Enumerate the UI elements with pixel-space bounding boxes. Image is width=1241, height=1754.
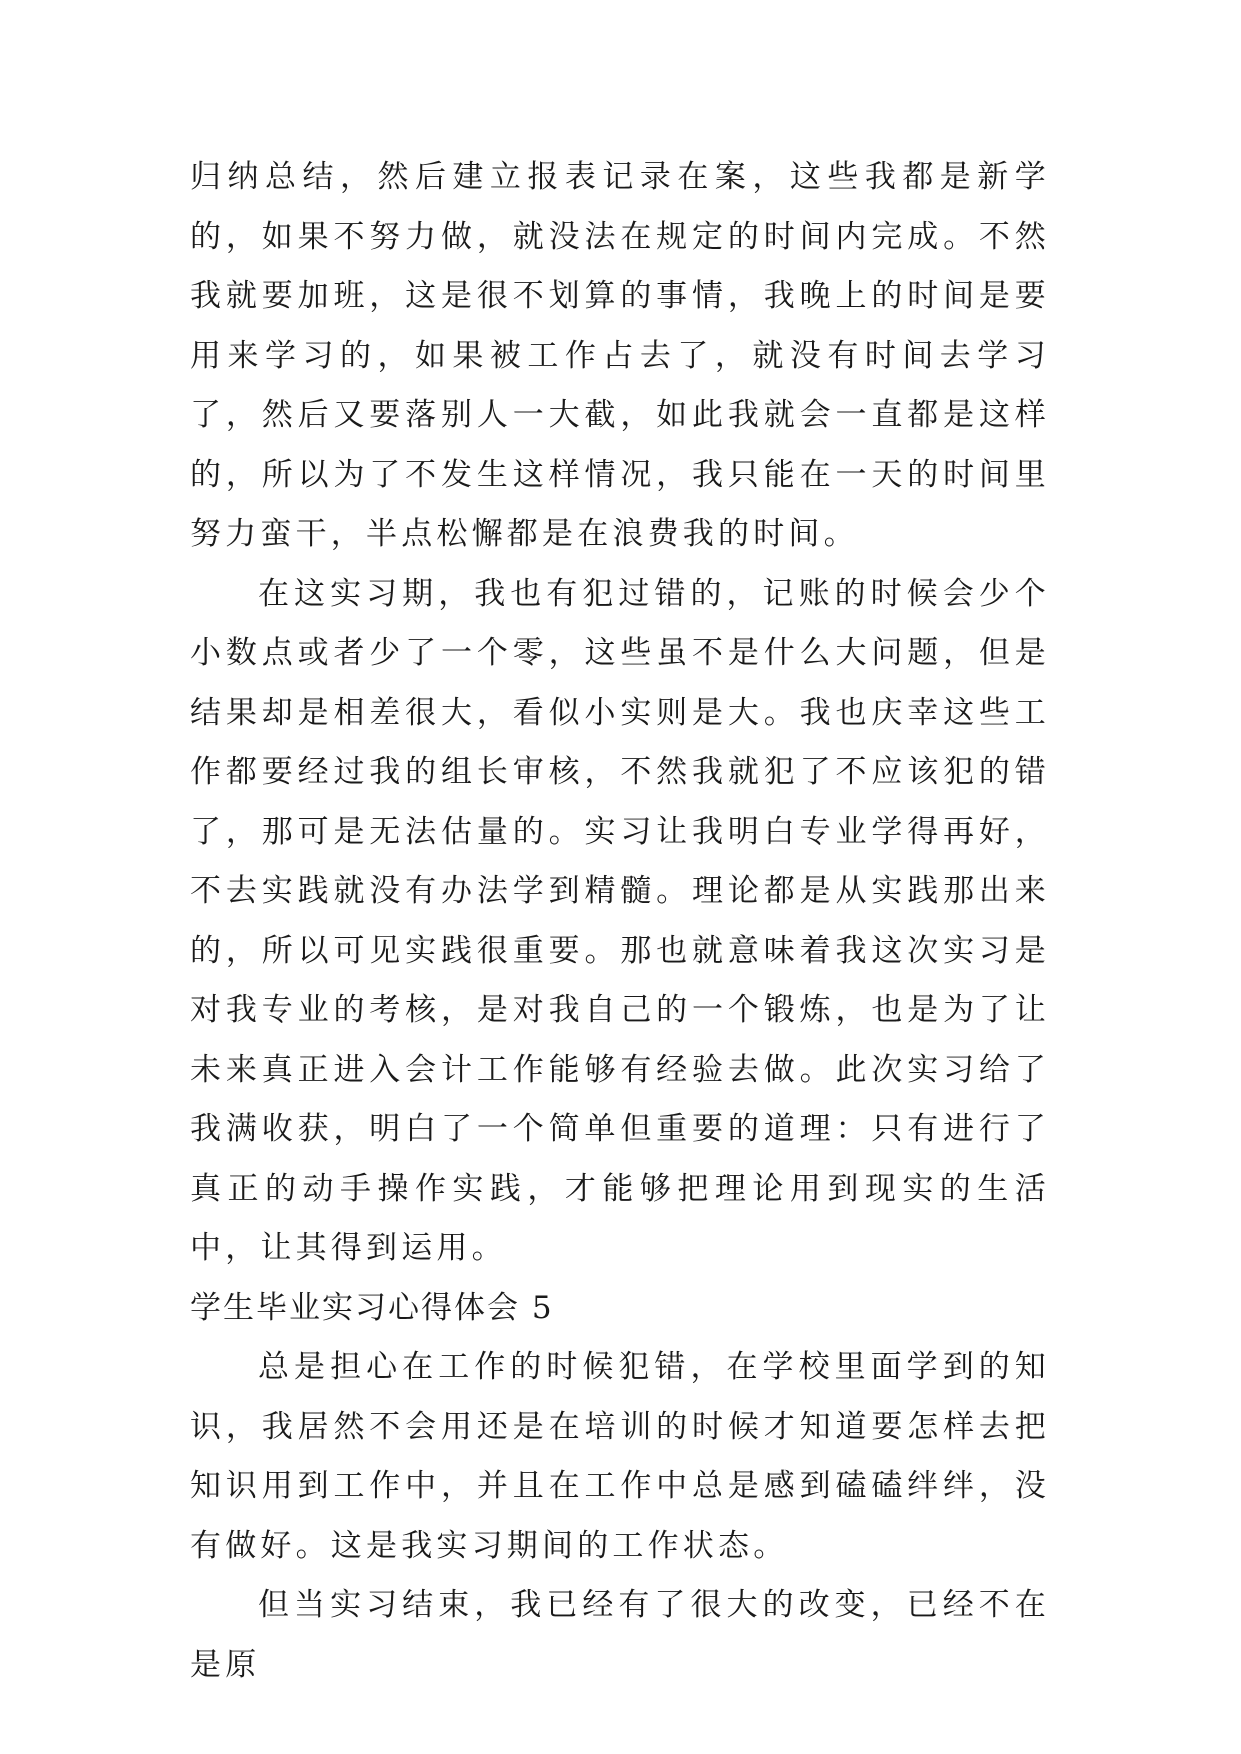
body-paragraph: 在这实习期，我也有犯过错的，记账的时候会少个小数点或者少了一个零，这些虽不是什么大问题，但是结果却是相差很大，看似小实则是大。我也庆幸这些工作都要经过我的组长审核，不然我就犯了不应该犯的错了，那可是无法估量的。实习让我明白专业学得再好，不去实践就没有办法学到精髓。理论都是从实践那出来的，所以可见实践很重要。那也就意味着我这次实习是对我专业的考核，是对我自己的一个锻炼，也是为了让未来真正进入会计工作能够有经验去做。此次实习给了我满收获，明白了一个简单但重要的道理：只有进行了真正的动手操作实践，才能够把理论用到现实的生活中，让其得到运用。 — [190, 575, 1050, 1266]
document-page — [190, 148, 1050, 1695]
section-heading: 学生毕业实习心得体会 5 — [190, 1289, 554, 1326]
body-paragraph: 归纳总结，然后建立报表记录在案，这些我都是新学的，如果不努力做，就没法在规定的时间内完成。不然我就要加班，这是很不划算的事情，我晚上的时间是要用来学习的，如果被工作占去了，就没有时间去学习了，然后又要落别人一大截，如此我就会一直都是这样的，所以为了不发生这样情况，我只能在一天的时间里努力蛮干，半点松懈都是在浪费我的时间。 — [190, 159, 1050, 552]
body-paragraph: 总是担心在工作的时候犯错，在学校里面学到的知识，我居然不会用还是在培训的时候才知道要怎样去把知识用到工作中，并且在工作中总是感到磕磕绊绊，没有做好。这是我实习期间的工作状态。 — [190, 1349, 1050, 1564]
body-paragraph: 但当实习结束，我已经有了很大的改变，已经不在是原 — [190, 1587, 1050, 1683]
